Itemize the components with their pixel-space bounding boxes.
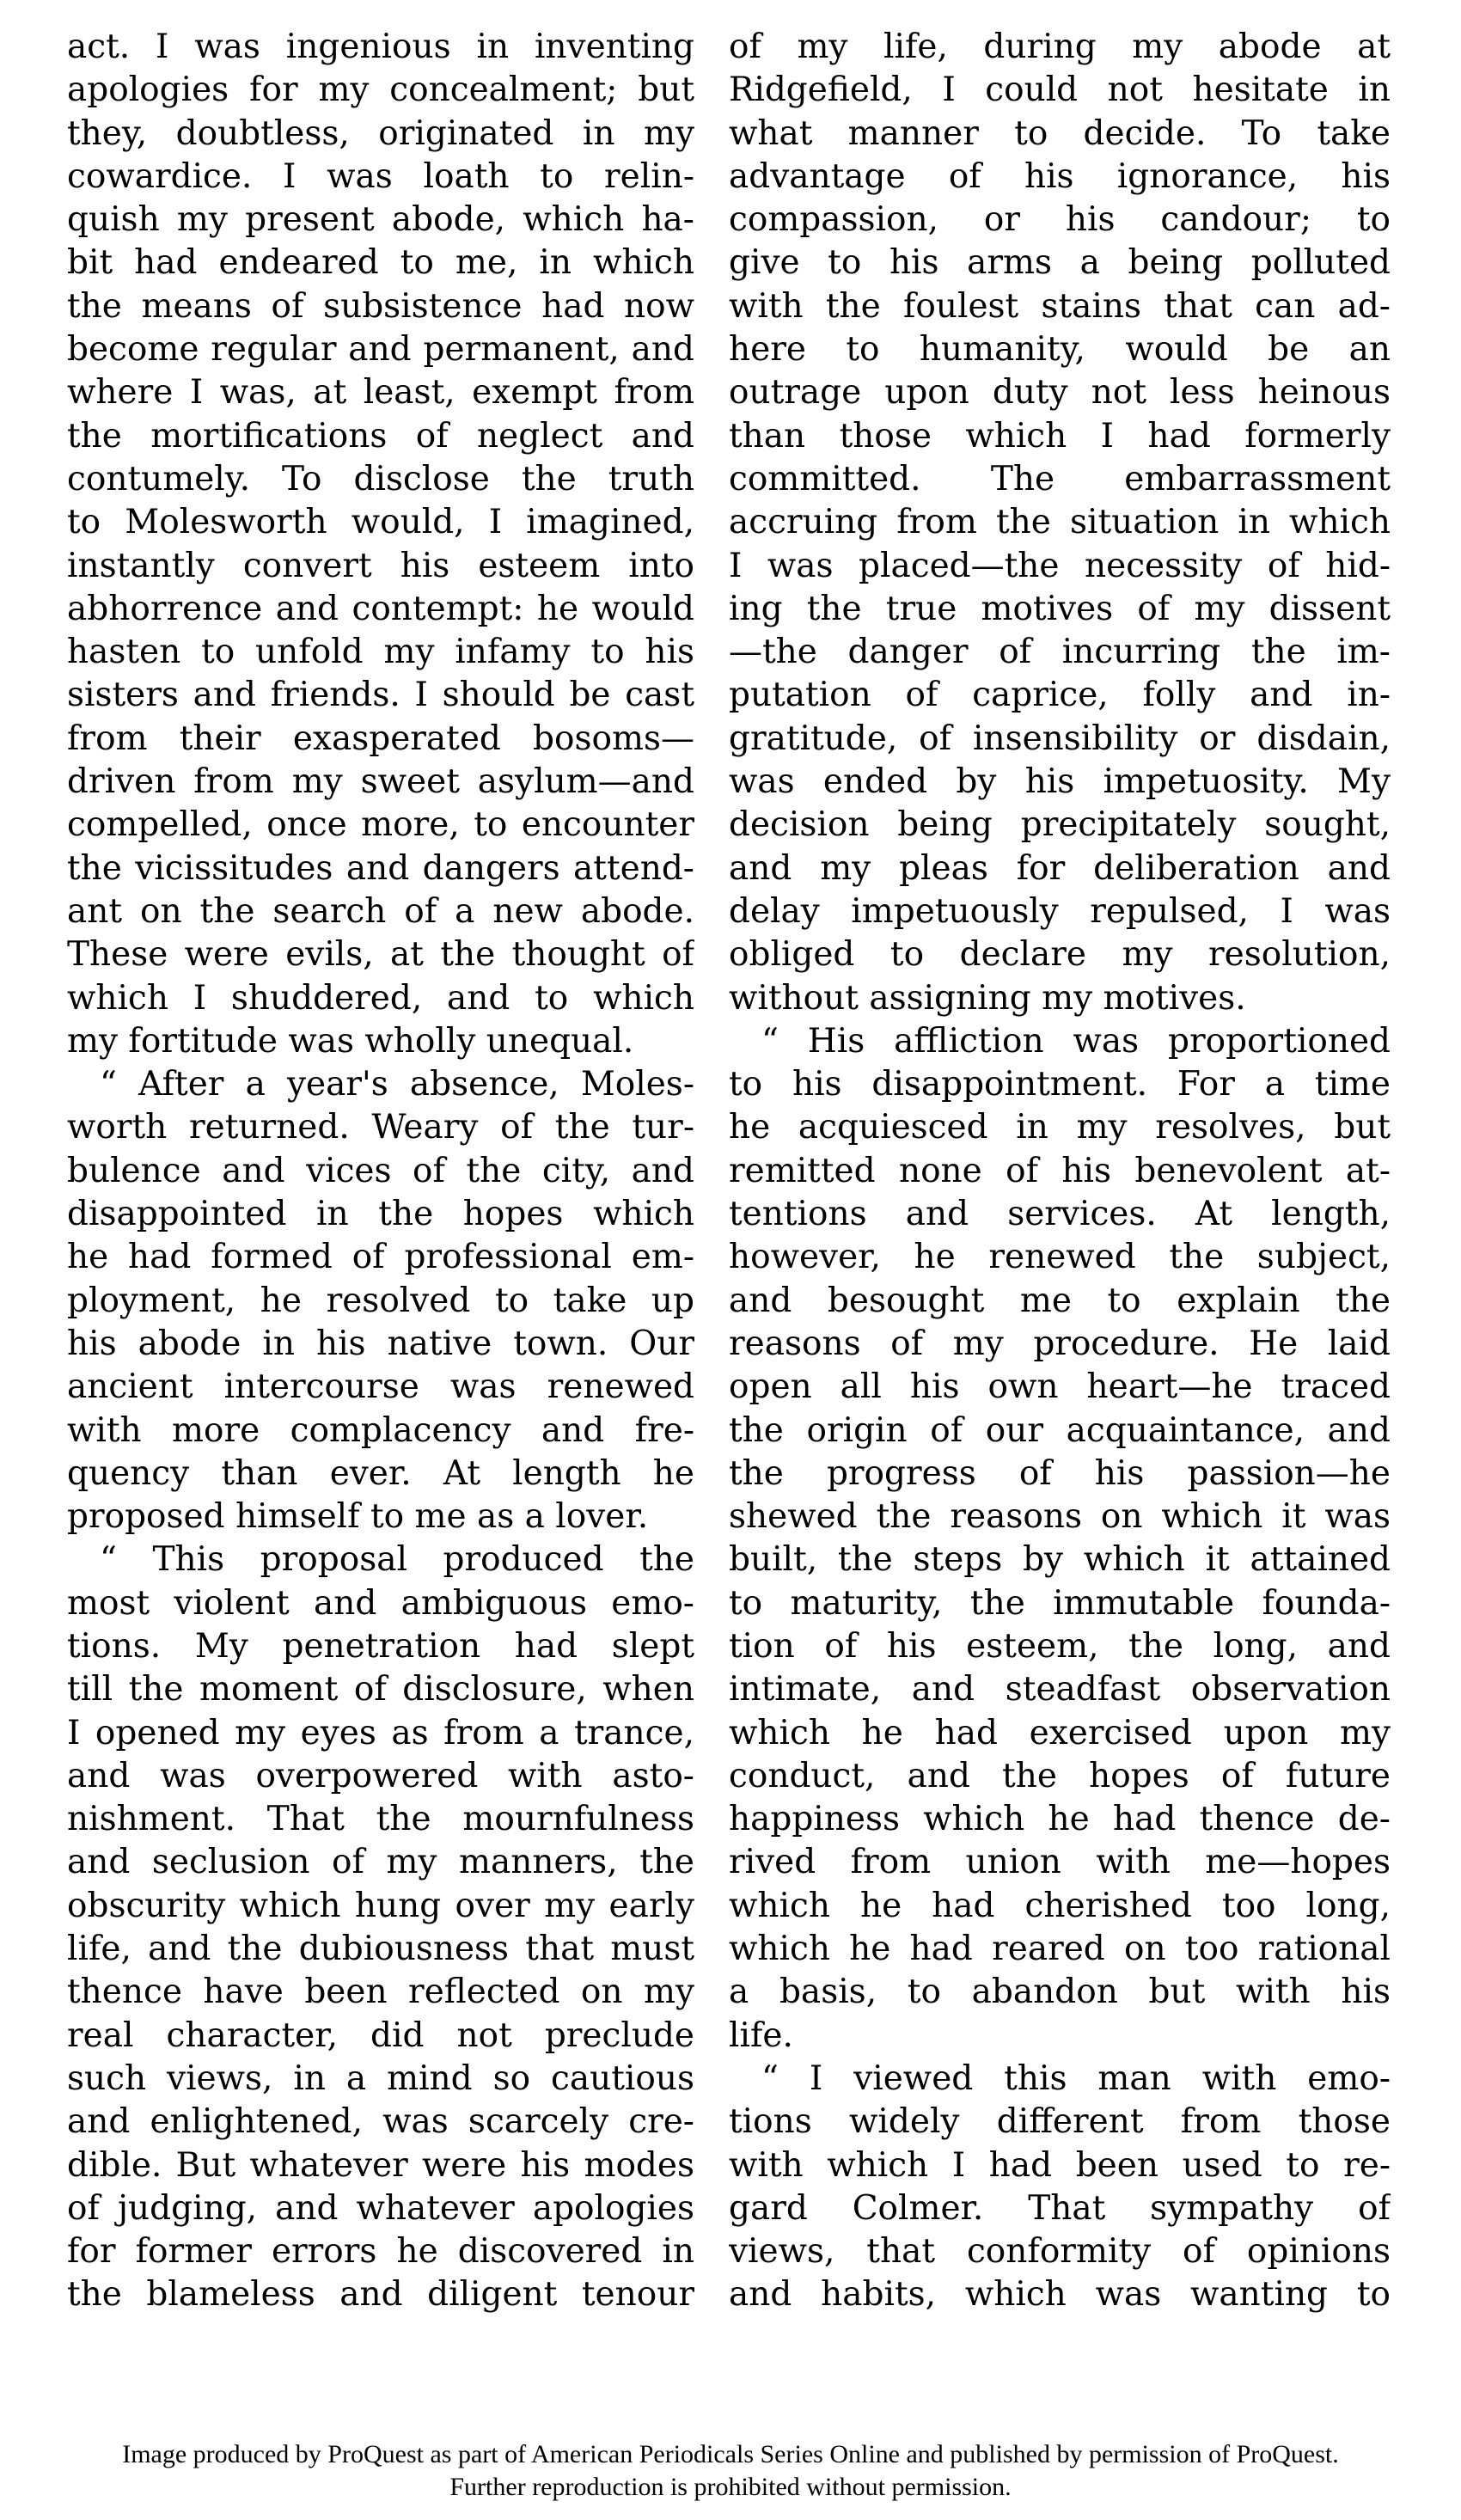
text-line: the means of subsistence had now — [67, 286, 694, 326]
text-line: tions widely different from those — [729, 2102, 1391, 2142]
text-line: he had formed of professional em- — [67, 1238, 694, 1277]
text-line: cowardice. I was loath to relin- — [67, 156, 694, 196]
text-line: advantage of his ignorance, his — [729, 156, 1391, 196]
text-line: the origin of our acquaintance, and — [729, 1410, 1391, 1450]
text-line: tion of his esteem, the long, and — [729, 1626, 1391, 1666]
text-line: ployment, he resolved to take up — [67, 1281, 694, 1320]
text-line: compelled, once more, to encounter — [67, 805, 694, 845]
text-line: of judging, and whatever apologies — [67, 2188, 694, 2228]
text-line: views, that conformity of opinions — [729, 2232, 1391, 2272]
text-line: committed. The embarrassment — [729, 459, 1391, 498]
right-text-column — [729, 26, 1391, 2381]
text-line: and seclusion of my manners, the — [67, 1843, 694, 1882]
text-line: open all his own heart—he traced — [729, 1367, 1391, 1407]
text-line: and was overpowered with asto- — [67, 1756, 694, 1795]
text-line: dible. But whatever were his modes — [67, 2145, 694, 2185]
text-line: outrage upon duty not less heinous — [729, 373, 1391, 413]
text-line: till the moment of disclosure, when — [67, 1670, 694, 1710]
text-line: to maturity, the immutable founda- — [729, 1583, 1391, 1623]
text-line: hasten to unfold my infamy to his — [67, 633, 694, 672]
text-line: the blameless and diligent tenour — [67, 2275, 694, 2315]
text-line: with the foulest stains that can ad- — [729, 286, 1391, 326]
text-line: disappointed in the hopes which — [67, 1195, 694, 1234]
text-line: and besought me to explain the — [729, 1281, 1391, 1320]
left-text-column — [67, 26, 694, 2381]
text-line: which he had cherished too long, — [729, 1886, 1391, 1925]
text-line: real character, did not preclude — [67, 2015, 694, 2055]
text-line: ant on the search of a new abode. — [67, 891, 694, 931]
text-line: gard Colmer. That sympathy of — [729, 2188, 1391, 2228]
text-line: become regular and permanent, and — [67, 330, 694, 370]
text-line: happiness which he had thence de- — [729, 1800, 1391, 1839]
text-line: tions. My penetration had slept — [67, 1626, 694, 1666]
text-line: compassion, or his candour; to — [729, 200, 1391, 240]
text-line: obliged to declare my resolution, — [729, 935, 1391, 975]
text-line: quish my present abode, which ha- — [67, 200, 694, 240]
text-line: the mortifications of neglect and — [67, 416, 694, 456]
text-line: These were evils, at the thought of — [67, 935, 694, 975]
text-line: he acquiesced in my resolves, but — [729, 1108, 1391, 1147]
text-line: bit had endeared to me, in which — [67, 243, 694, 283]
paragraph-end-line: my fortitude was wholly unequal. — [67, 1021, 634, 1061]
text-line: a basis, to abandon but with his — [729, 1973, 1391, 2012]
text-line: bulence and vices of the city, and — [67, 1151, 694, 1190]
text-line: than those which I had formerly — [729, 416, 1391, 456]
text-line: the progress of his passion—he — [729, 1453, 1391, 1493]
text-line: to his disappointment. For a time — [729, 1065, 1391, 1104]
text-line: tentions and services. At length, — [729, 1195, 1391, 1234]
text-line: delay impetuously repulsed, I was — [729, 891, 1391, 931]
text-line: here to humanity, would be an — [729, 330, 1391, 370]
text-line: I was placed—the necessity of hid- — [729, 546, 1391, 585]
text-line: accruing from the situation in which — [729, 503, 1391, 542]
text-line: what manner to decide. To take — [729, 113, 1391, 153]
text-line: and habits, which was wanting to — [729, 2275, 1391, 2315]
text-line: contumely. To disclose the truth — [67, 459, 694, 498]
text-line: Ridgefield, I could not hesitate in — [729, 70, 1391, 110]
text-line: they, doubtless, originated in my — [67, 113, 694, 153]
copyright-notice-line-1: Image produced by ProQuest as part of American Periodicals Series Online and published by permission of ProQuest. — [122, 2440, 1339, 2468]
text-line: sisters and friends. I should be cast — [67, 676, 694, 715]
text-line: instantly convert his esteem into — [67, 546, 694, 585]
text-line: rived from union with me—hopes — [729, 1843, 1391, 1882]
text-line: thence have been reflected on my — [67, 1973, 694, 2012]
text-line: quency than ever. At length he — [67, 1453, 694, 1493]
text-line: where I was, at least, exempt from — [67, 373, 694, 413]
text-line: I opened my eyes as from a trance, — [67, 1713, 694, 1752]
text-line: to Molesworth would, I imagined, — [67, 503, 694, 542]
paragraph-end-line: proposed himself to me as a lover. — [67, 1497, 649, 1537]
text-line: his abode in his native town. Our — [67, 1324, 694, 1363]
text-line: and my pleas for deliberation and — [729, 848, 1391, 888]
text-line: intimate, and steadfast observation — [729, 1670, 1391, 1710]
text-line: remitted none of his benevolent at- — [729, 1151, 1391, 1190]
text-line: however, he renewed the subject, — [729, 1238, 1391, 1277]
text-line: worth returned. Weary of the tur- — [67, 1108, 694, 1147]
text-line: decision being precipitately sought, — [729, 805, 1391, 845]
text-line: for former errors he discovered in — [67, 2232, 694, 2272]
text-line: which he had exercised upon my — [729, 1713, 1391, 1752]
text-line: gratitude, of insensibility or disdain, — [729, 719, 1391, 758]
text-line: was ended by his impetuosity. My — [729, 762, 1391, 802]
text-line: most violent and ambiguous emo- — [67, 1583, 694, 1623]
paragraph-end-line: life. — [729, 2015, 793, 2055]
paragraph-start-line: “ I viewed this man with emo- — [761, 2058, 1391, 2098]
text-line: ing the true motives of my dissent — [729, 589, 1391, 628]
text-line: act. I was ingenious in inventing — [67, 28, 694, 66]
text-line: from their exasperated bosoms— — [67, 719, 694, 758]
text-line: built, the steps by which it attained — [729, 1540, 1391, 1580]
text-line: such views, in a mind so cautious — [67, 2058, 694, 2098]
paragraph-end-line: without assigning my motives. — [729, 978, 1246, 1018]
text-line: conduct, and the hopes of future — [729, 1756, 1391, 1795]
text-line: reasons of my procedure. He laid — [729, 1324, 1391, 1363]
text-line: which I shuddered, and to which — [67, 978, 694, 1018]
text-line: putation of caprice, folly and in- — [729, 676, 1391, 715]
text-line: the vicissitudes and dangers attend- — [67, 848, 694, 888]
paragraph-start-line: “ His affliction was proportioned — [761, 1021, 1391, 1061]
text-line: and enlightened, was scarcely cre- — [67, 2102, 694, 2142]
text-line: obscurity which hung over my early — [67, 1886, 694, 1925]
text-line: which he had reared on too rational — [729, 1930, 1391, 1969]
text-line: abhorrence and contempt: he would — [67, 589, 694, 628]
text-line: ancient intercourse was renewed — [67, 1367, 694, 1407]
text-line: apologies for my concealment; but — [67, 70, 694, 110]
text-line: with more complacency and fre- — [67, 1410, 694, 1450]
text-line: of my life, during my abode at — [729, 28, 1391, 66]
text-line: shewed the reasons on which it was — [729, 1497, 1391, 1537]
text-line: with which I had been used to re- — [729, 2145, 1391, 2185]
text-line: give to his arms a being polluted — [729, 243, 1391, 283]
paragraph-start-line: “ After a year's absence, Moles- — [100, 1065, 694, 1104]
copyright-notice-line-2: Further reproduction is prohibited without permission. — [449, 2473, 1012, 2501]
text-line: life, and the dubiousness that must — [67, 1930, 694, 1969]
text-line: —the danger of incurring the im- — [729, 633, 1391, 672]
paragraph-start-line: “ This proposal produced the — [100, 1540, 694, 1580]
text-line: driven from my sweet asylum—and — [67, 762, 694, 802]
text-line: nishment. That the mournfulness — [67, 1800, 694, 1839]
